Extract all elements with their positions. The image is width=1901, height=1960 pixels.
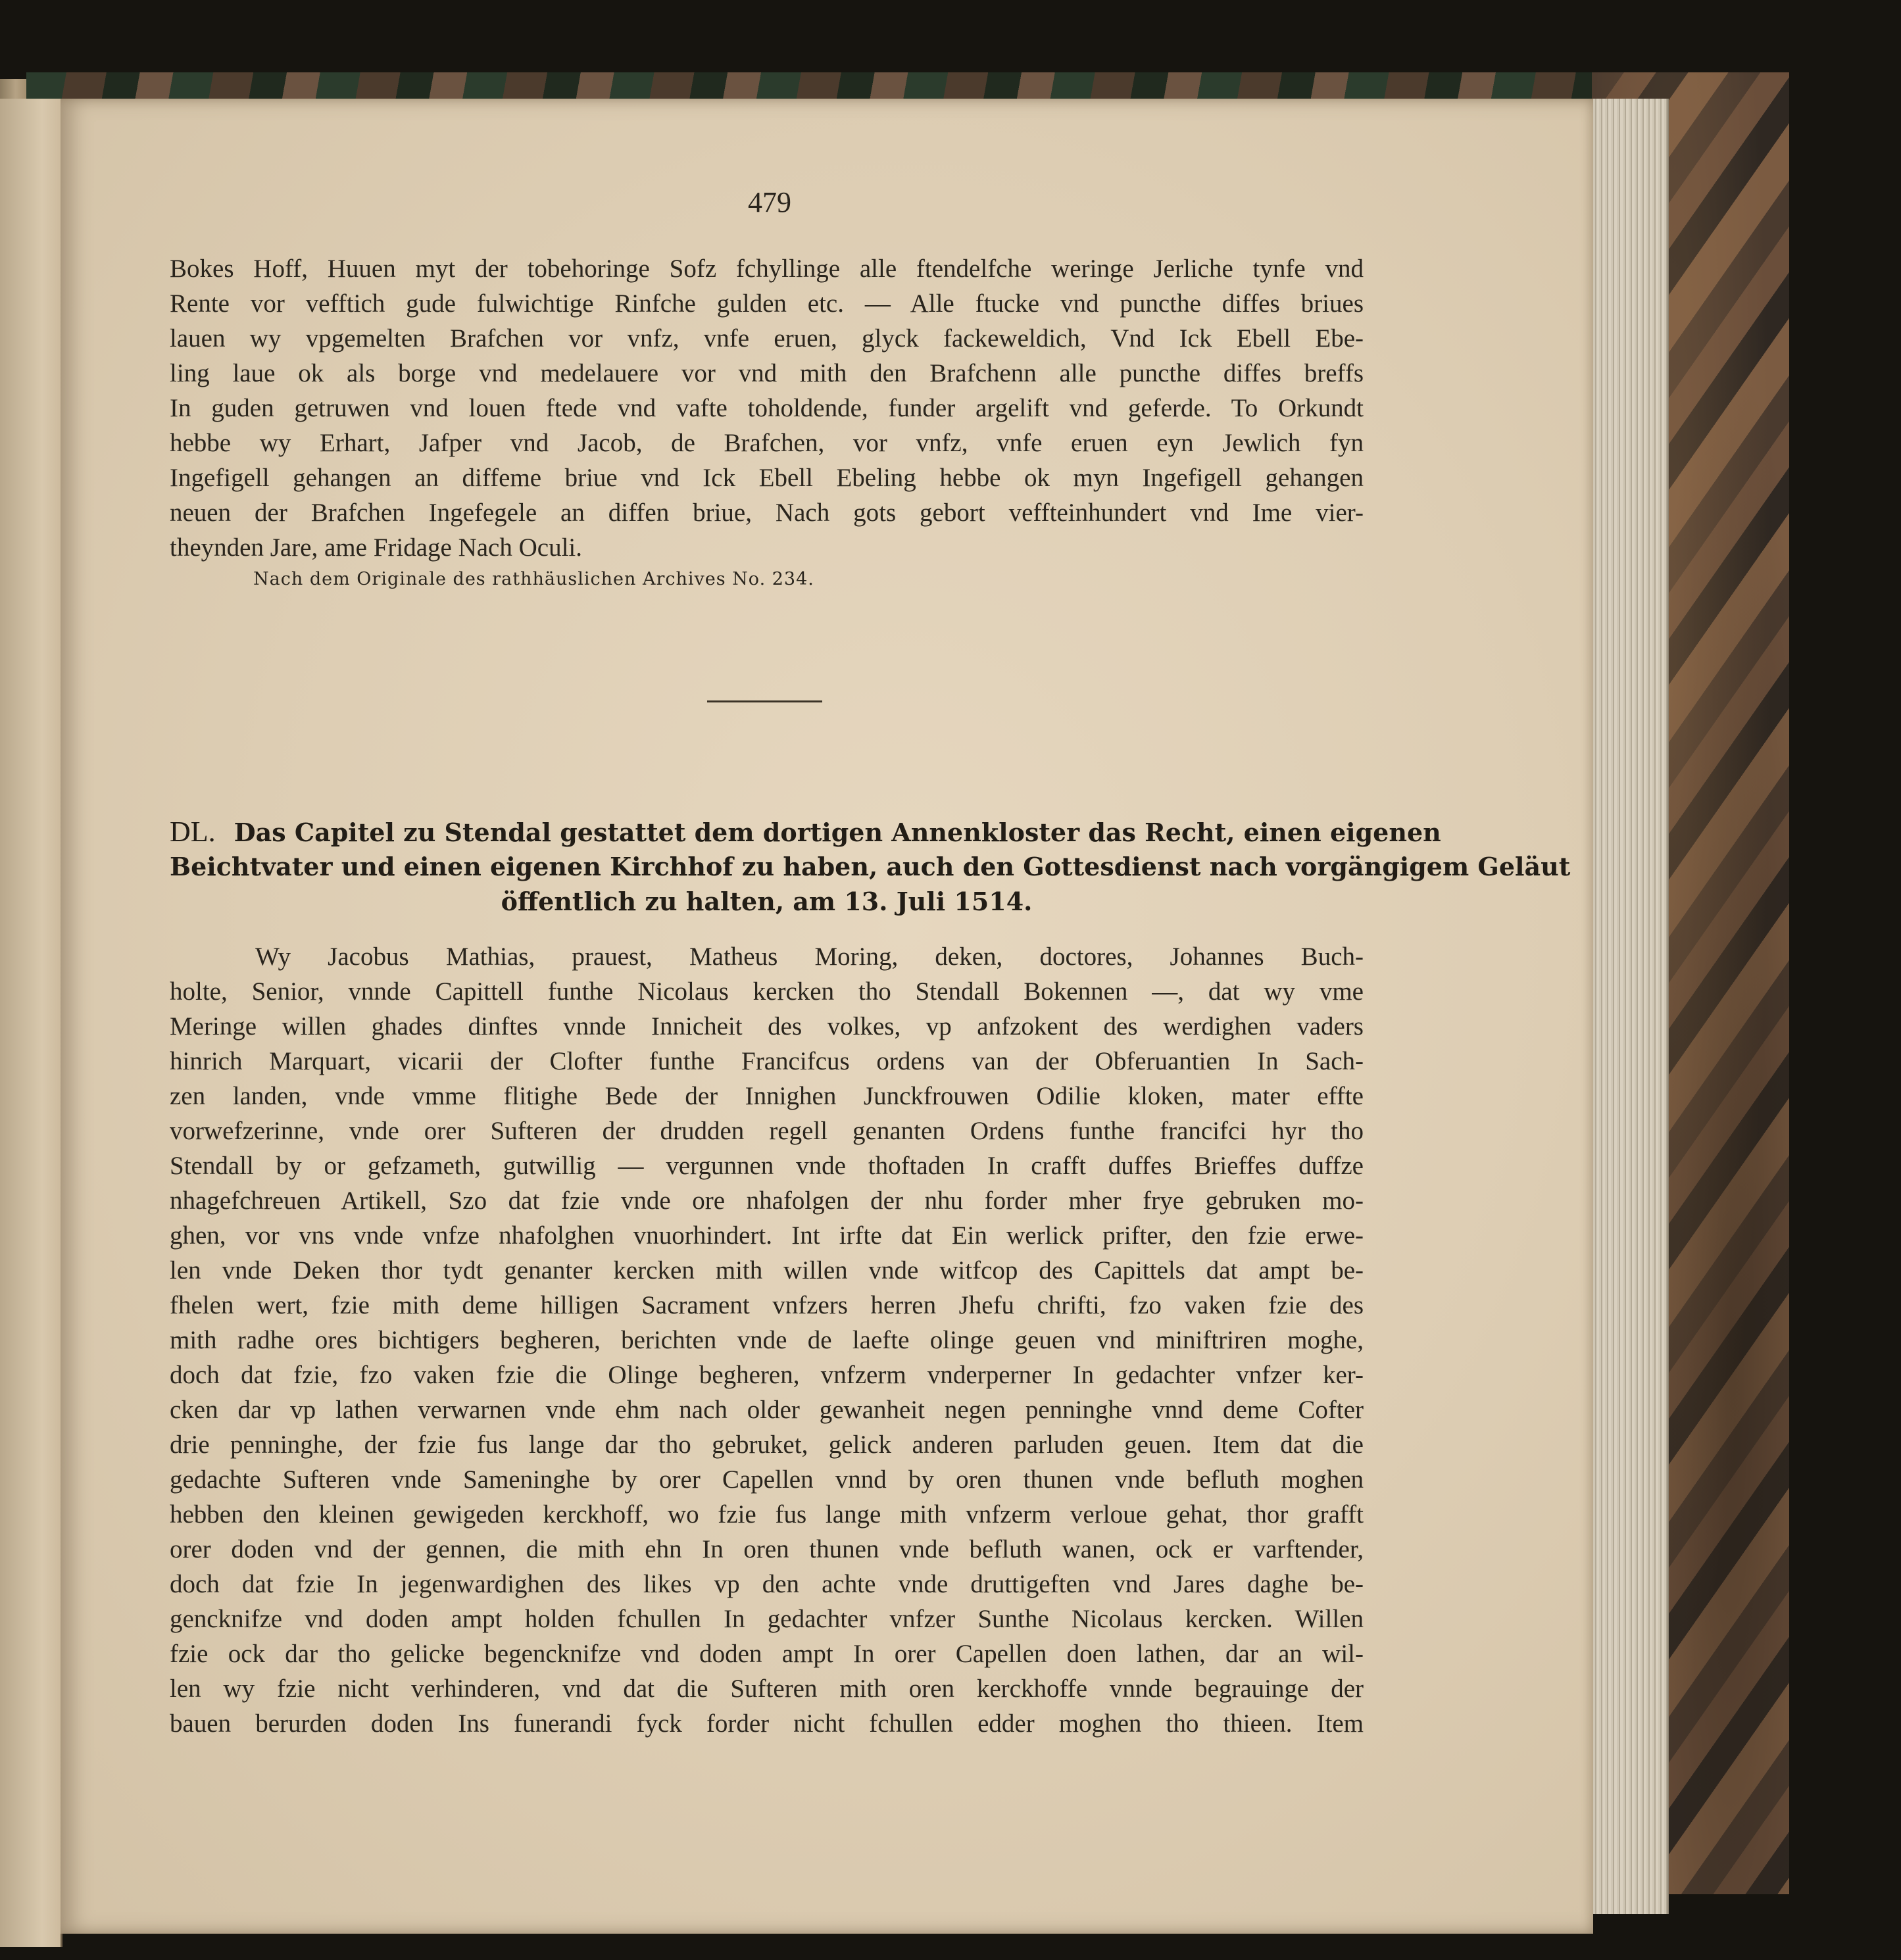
text-line: Wy Jacobus Mathias, prauest, Matheus Moring, deken, doctores, Johannes Buch- <box>255 943 1364 971</box>
section-divider <box>707 700 822 702</box>
text-line: drie penninghe, der fzie fus lange dar tho gebruket, gelick anderen parluden geuen. Item dat die <box>170 1431 1364 1459</box>
document-number: DL. <box>170 816 216 848</box>
text-line: holte, Senior, vnnde Capittell funthe Nicolaus kercken tho Stendall Bokennen —, dat wy vme <box>170 977 1364 1006</box>
text-line: gedachte Sufteren vnde Sameninghe by orer Capellen vnnd by oren thunen vnde befluth moghen <box>170 1465 1364 1494</box>
text-line: cken dar vp lathen verwarnen vnde ehm nach older gewanheit negen penninghe vnnd deme Cofter <box>170 1396 1364 1424</box>
page-number: 479 <box>748 186 791 218</box>
text-line: ling laue ok als borge vnd medelauere vor vnd mith den Brafchenn alle puncthe diffes breffs <box>170 359 1364 387</box>
text-line: neuen der Brafchen Ingefegele an diffen briue, Nach gots gebort veffteinhundert vnd Ime vier- <box>170 499 1364 527</box>
text-line: len wy fzie nicht verhinderen, vnd dat die Sufteren mith oren kerckhoffe vnnde begrauinge der <box>170 1675 1364 1703</box>
text-line: doch dat fzie, fzo vaken fzie die Olinge begheren, vnfzerm vnderperner In gedachter vnfzer ker- <box>170 1361 1364 1389</box>
text-line: Stendall by or gefzameth, gutwillig — vergunnen vnde thoftaden In crafft duffes Brieffes duffze <box>170 1152 1364 1180</box>
upper-paragraph <box>170 251 1364 565</box>
text-line: hinrich Marquart, vicarii der Clofter funthe Francifcus ordens van der Obferuantien In Sach- <box>170 1047 1364 1075</box>
text-line: gencknifze vnd doden ampt holden fchullen In gedachter vnfzer Sunthe Nicolaus kercken. Willen <box>170 1605 1364 1633</box>
text-line: ghen, vor vns vnde vnfze nhafolghen vnuorhindert. Int irfte dat Ein werlick prifter, den fzie erwe- <box>170 1221 1364 1250</box>
text-line: len vnde Deken thor tydt genanter kercken mith willen vnde witfcop des Capittels dat ampt be- <box>170 1256 1364 1285</box>
text-line: zen landen, vnde vmme flitighe Bede der Innighen Junckfrouwen Odilie kloken, mater effte <box>170 1082 1364 1110</box>
text-line: vorwefzerinne, vnde orer Sufteren der drudden regell genanten Ordens funthe francifci hyr tho <box>170 1117 1364 1145</box>
source-note: Nach dem Originale des rathhäuslichen Archives No. 234. <box>253 569 814 589</box>
text-line: hebben den kleinen gewigeden kerckhoff, wo fzie fus lange mith vnfzerm verloue gehat, thor grafft <box>170 1500 1364 1529</box>
text-line: lauen wy vpgemelten Brafchen vor vnfz, vnfe eruen, glyck fackeweldich, Vnd Ick Ebell Ebe- <box>170 324 1364 353</box>
text-line: In guden getruwen vnd louen ftede vnd vafte toholdende, funder argelift vnd geferde. To Orkundt <box>170 394 1364 422</box>
text-line: mith radhe ores bichtigers begheren, berichten vnde de laefte olinge geuen vnd miniftriren moghe, <box>170 1326 1364 1354</box>
heading-line: Beichtvater und einen eigenen Kirchhof zu haben, auch den Gottesdienst nach vorgängigem Geläut <box>170 852 1571 881</box>
document-heading <box>170 814 1571 919</box>
text-line: nhagefchreuen Artikell, Szo dat fzie vnde ore nhafolgen der nhu forder mher frye gebruken mo- <box>170 1187 1364 1215</box>
body-paragraph <box>170 939 1364 1741</box>
text-line: hebbe wy Erhart, Jafper vnd Jacob, de Brafchen, vor vnfz, vnfe eruen eyn Jewlich fyn <box>170 429 1364 457</box>
text-line: bauen berurden doden Ins funerandi fyck forder nicht fchullen edder moghen tho thieen. Item <box>170 1709 1364 1738</box>
text-line: fhelen wert, fzie mith deme hilligen Sacrament vnfzers herren Jhefu chrifti, fzo vaken fzie des <box>170 1291 1364 1319</box>
book-edge-top <box>26 72 1769 102</box>
heading-line <box>170 814 1441 849</box>
text-line: doch dat fzie In jegenwardighen des likes vp den achte vnde druttigeften vnd Jares daghe be- <box>170 1570 1364 1598</box>
text-line: Rente vor vefftich gude fulwichtige Rinfche gulden etc. — Alle ftucke vnd puncthe diffes briues <box>170 289 1364 318</box>
text-line: Meringe willen ghades dinftes vnnde Innicheit des volkes, vp anfzokent des werdighen vaders <box>170 1012 1364 1041</box>
heading-line: öffentlich zu halten, am 13. Juli 1514. <box>501 887 1033 916</box>
text-line: Ingefigell gehangen an diffeme briue vnd Ick Ebell Ebeling hebbe ok myn Ingefigell gehangen <box>170 464 1364 492</box>
facing-page-edge <box>0 99 62 1947</box>
text-line: fzie ock dar tho gelicke begencknifze vnd doden ampt In orer Capellen doen lathen, dar an wil- <box>170 1640 1364 1668</box>
text-line: Bokes Hoff, Huuen myt der tobehoringe Sofz fchyllinge alle ftendelfche weringe Jerliche tynfe vnd <box>170 255 1364 283</box>
heading-text: Das Capitel zu Stendal gestattet dem dortigen Annenkloster das Recht, einen eigenen <box>234 818 1441 847</box>
text-line: orer doden vnd der gennen, die mith ehn In oren thunen vnde befluth wanen, ock er varftender, <box>170 1535 1364 1563</box>
text-line: theynden Jare, ame Fridage Nach Oculi. <box>170 533 583 562</box>
